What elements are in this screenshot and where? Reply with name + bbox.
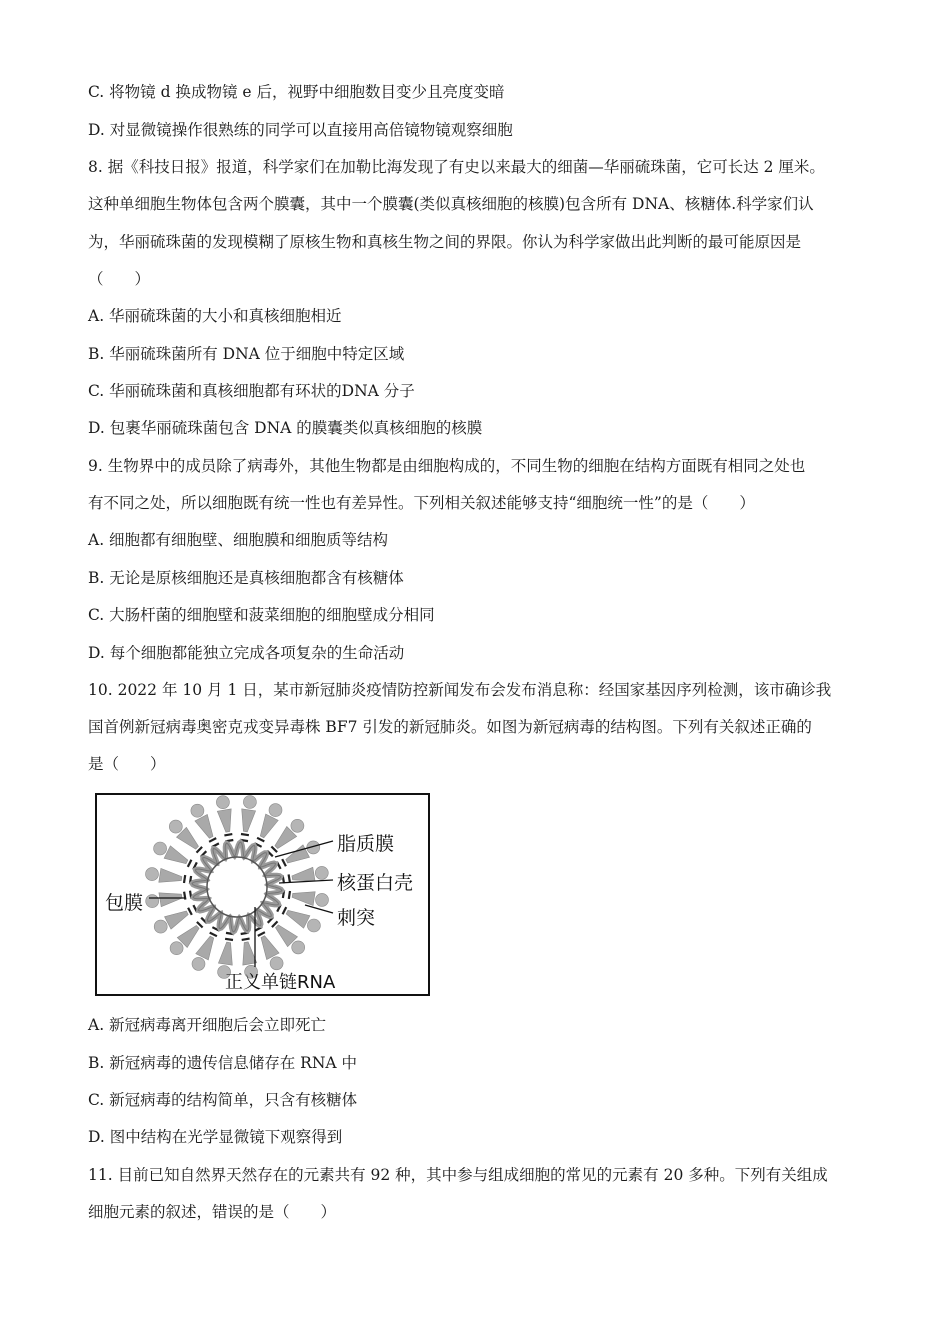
label-rna: 正义单链RNA bbox=[225, 972, 336, 993]
spike bbox=[159, 893, 182, 907]
text-line: 这种单细胞生物体包含两个膜囊，其中一个膜囊(类似真核细胞的核膜)包含所有 DNA、核糖体.科学家们认 bbox=[88, 195, 814, 213]
spike-head bbox=[292, 941, 305, 954]
option-d: D. 每个细胞都能独立完成各项复杂的生命活动 bbox=[88, 644, 405, 662]
option-d: D. 图中结构在光学显微镜下观察得到 bbox=[88, 1128, 343, 1146]
spike-head bbox=[316, 893, 329, 906]
spike-head bbox=[216, 796, 229, 809]
membrane-protein bbox=[184, 875, 185, 883]
spike bbox=[292, 892, 315, 906]
spike bbox=[164, 846, 188, 864]
text-line: 细胞元素的叙述，错误的是（ ） bbox=[88, 1203, 337, 1221]
membrane-protein bbox=[242, 939, 250, 940]
spike-head bbox=[154, 920, 167, 933]
virus-structure-figure bbox=[95, 793, 430, 996]
text-line: C. 将物镜 d 换成物镜 e 后，视野中细胞数目变少且亮度变暗 bbox=[88, 83, 505, 101]
spike-head bbox=[146, 895, 159, 908]
spike-head bbox=[154, 842, 167, 855]
membrane-protein bbox=[257, 838, 264, 842]
option-a: A. 细胞都有细胞壁、细胞膜和细胞质等结构 bbox=[88, 531, 389, 549]
text-line: 是（ ） bbox=[88, 755, 166, 773]
spike-head bbox=[169, 820, 182, 833]
spike-head bbox=[269, 804, 282, 817]
question-10-stem: 10. 2022 年 10 月 1 日，某市新冠肺炎疫情防控新闻发布会发布消息称：经国家基因序列检测，该市确诊我 bbox=[88, 681, 832, 699]
spike bbox=[218, 942, 232, 965]
answer-brackets: （ ） bbox=[88, 270, 151, 288]
spike bbox=[260, 814, 278, 838]
option-a: A. 新冠病毒离开细胞后会立即死亡 bbox=[88, 1016, 327, 1034]
question-11-stem: 11. 目前已知自然界天然存在的元素共有 92 种，其中参与组成细胞的常见的元素有 20 多种。下列有关组成 bbox=[88, 1166, 828, 1184]
spike bbox=[286, 845, 310, 863]
spike bbox=[217, 809, 231, 832]
membrane-protein bbox=[224, 834, 232, 835]
membrane-protein bbox=[241, 834, 249, 835]
spike bbox=[195, 815, 213, 839]
spike bbox=[196, 936, 214, 960]
text-line: 有不同之处，所以细胞既有统一性也有差异性。下列相关叙述能够支持“细胞统一性”的是（ ） bbox=[88, 494, 755, 512]
text-line: D. 对显微镜操作很熟练的同学可以直接用高倍镜物镜观察细胞 bbox=[88, 121, 513, 139]
text-line: 国首例新冠病毒奥密克戎变异毒株 BF7 引发的新冠肺炎。如图为新冠病毒的结构图。下列有关叙述正确的 bbox=[88, 718, 812, 736]
spike-head bbox=[192, 957, 205, 970]
membrane-protein bbox=[225, 939, 233, 940]
label-envelope: 包膜 bbox=[105, 892, 144, 914]
question-9-stem: 9. 生物界中的成员除了病毒外，其他生物都是由细胞构成的，不同生物的细胞在结构方面既有相同之处也 bbox=[88, 457, 806, 475]
membrane-protein bbox=[282, 859, 286, 866]
spike-head bbox=[170, 942, 183, 955]
question-8-stem: 8. 据《科技日报》报道，科学家们在加勒比海发现了有史以来最大的细菌—华丽硫珠菌，它可长达 2 厘米。 bbox=[88, 158, 825, 176]
spike-head bbox=[291, 819, 304, 832]
membrane-protein bbox=[188, 860, 192, 867]
spike bbox=[165, 911, 189, 929]
membrane-protein bbox=[289, 874, 290, 882]
leader-spike bbox=[305, 905, 333, 913]
label-spike: 刺突 bbox=[337, 907, 376, 929]
spike bbox=[292, 867, 315, 881]
spike bbox=[286, 910, 310, 928]
text-line: 为，华丽硫珠菌的发现模糊了原核生物和真核生物之间的界限。你认为科学家做出此判断的最可能原因是 bbox=[88, 233, 802, 251]
spike bbox=[242, 809, 256, 832]
spike-head bbox=[243, 796, 256, 809]
nucleocapsid bbox=[207, 857, 267, 917]
option-b: B. 无论是原核细胞还是真核细胞都含有核糖体 bbox=[88, 569, 404, 587]
spike-head bbox=[146, 868, 159, 881]
spike-head bbox=[315, 866, 328, 879]
option-c: C. 大肠杆菌的细胞壁和菠菜细胞的细胞壁成分相同 bbox=[88, 606, 435, 624]
option-b: B. 新冠病毒的遗传信息储存在 RNA 中 bbox=[88, 1054, 358, 1072]
spike bbox=[261, 936, 279, 960]
label-nucleocapsid: 核蛋白壳 bbox=[337, 872, 414, 894]
option-b: B. 华丽硫珠菌所有 DNA 位于细胞中特定区域 bbox=[88, 345, 405, 363]
option-d: D. 包裹华丽硫珠菌包含 DNA 的膜囊类似真核细胞的核膜 bbox=[88, 419, 483, 437]
option-c: C. 新冠病毒的结构简单，只含有核糖体 bbox=[88, 1091, 358, 1109]
membrane-protein bbox=[283, 907, 287, 914]
membrane-protein bbox=[210, 933, 217, 937]
spike-head bbox=[307, 919, 320, 932]
option-a: A. 华丽硫珠菌的大小和真核细胞相近 bbox=[88, 307, 342, 325]
membrane-protein bbox=[209, 838, 216, 842]
membrane-protein bbox=[258, 932, 265, 936]
membrane-protein bbox=[289, 891, 290, 899]
spike bbox=[159, 868, 182, 882]
option-c: C. 华丽硫珠菌和真核细胞都有环状的DNA 分子 bbox=[88, 382, 415, 400]
spike-head bbox=[191, 804, 204, 817]
label-lipid-membrane: 脂质膜 bbox=[337, 833, 395, 855]
lipid-envelope bbox=[192, 842, 282, 932]
membrane-protein bbox=[188, 908, 192, 915]
